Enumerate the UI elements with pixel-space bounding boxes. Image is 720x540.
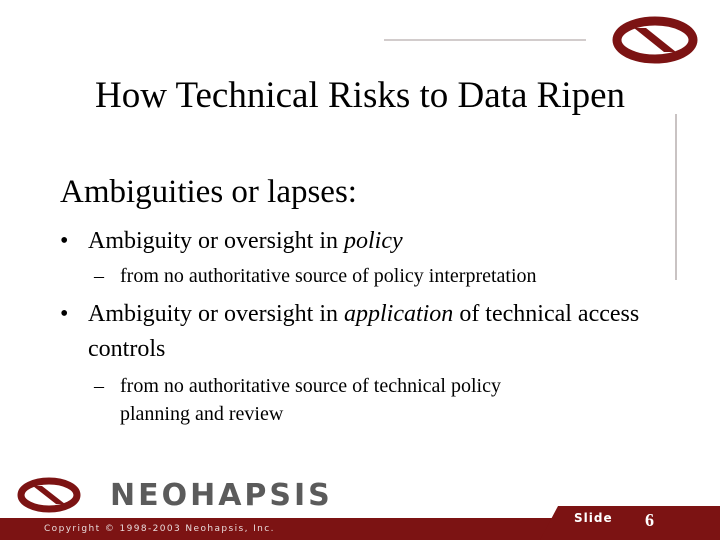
sub-bullet-item xyxy=(94,372,564,428)
brand-wordmark: NEOHAPSIS xyxy=(110,478,333,513)
bullet-text: Ambiguity or oversight in application of technical access controls xyxy=(88,301,640,362)
bullet-text: Ambiguity or oversight in policy xyxy=(88,228,403,254)
slide-number: 6 xyxy=(645,510,654,530)
neohapsis-logo-icon xyxy=(612,16,698,64)
bullet-marker: • xyxy=(60,228,69,254)
slide-label: Slide xyxy=(574,511,613,525)
neohapsis-logo-icon xyxy=(16,476,82,514)
slide-title: How Technical Risks to Data Ripen xyxy=(94,75,626,116)
bullet-marker: • xyxy=(60,301,69,327)
sub-bullet-text: from no authoritative source of technical policy planning and review xyxy=(120,375,501,425)
sub-bullet-marker: – xyxy=(94,375,104,397)
side-divider xyxy=(675,114,677,280)
section-heading: Ambiguities or lapses: xyxy=(60,174,357,210)
bullet-item xyxy=(60,224,660,259)
sub-bullet-item xyxy=(94,262,654,290)
sub-bullet-text: from no authoritative source of policy interpretation xyxy=(120,265,537,287)
copyright-text: Copyright © 1998-2003 Neohapsis, Inc. xyxy=(44,524,275,534)
sub-bullet-marker: – xyxy=(94,265,104,287)
top-divider xyxy=(384,39,586,41)
bullet-item xyxy=(60,297,660,367)
footer-slide-tab xyxy=(540,506,720,540)
